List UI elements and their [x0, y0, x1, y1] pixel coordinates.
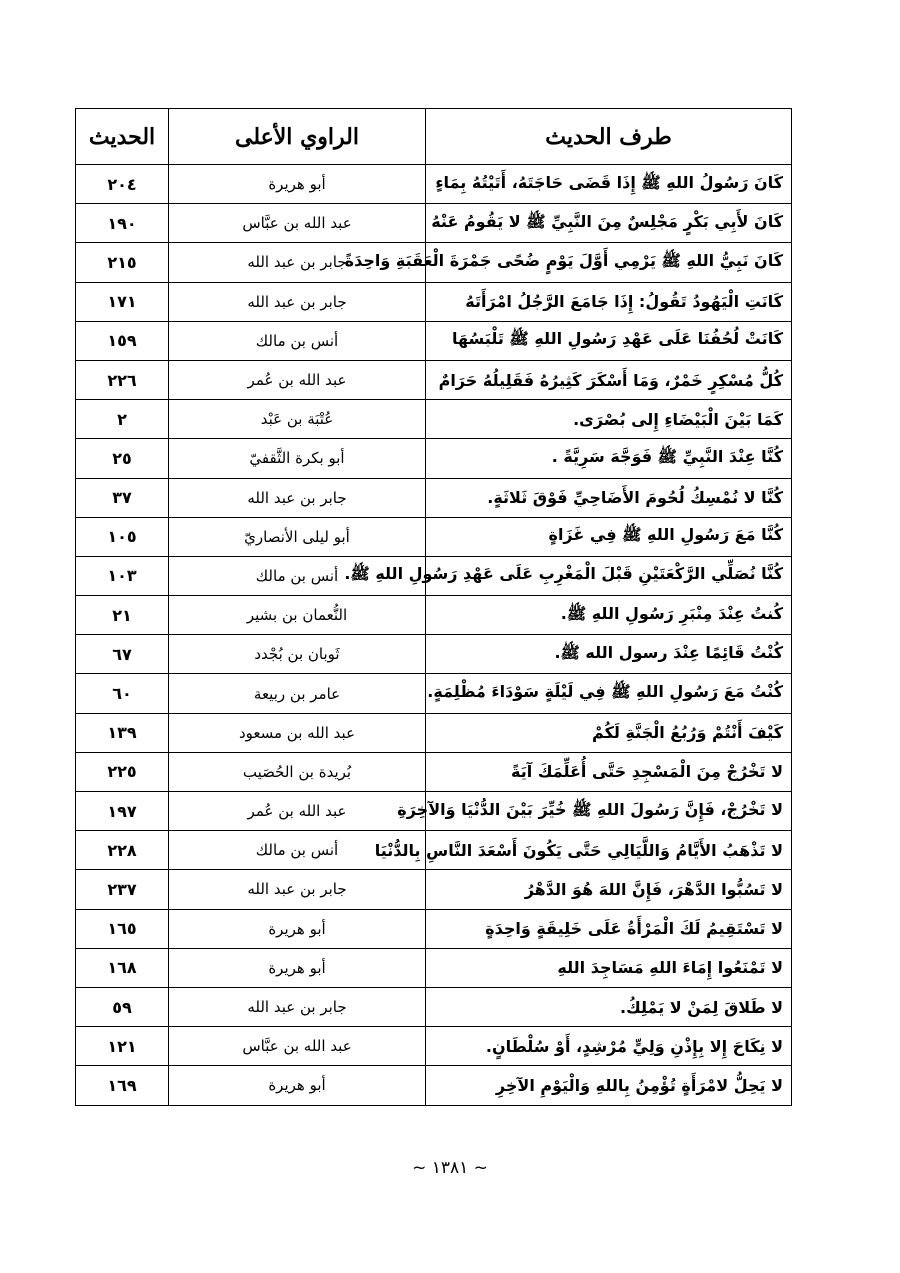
hadith-number-cell: ١٩٧ [76, 792, 169, 831]
hadith-text-cell: لا تَخْرُجْ، فَإِنَّ رَسُولَ اللهِ ﷺ خُيِّرَ بَيْنَ الدُّنْيَا وَالآخِرَةِ [426, 792, 792, 831]
hadith-text-cell: كُنتُ عِنْدَ مِنْبَرِ رَسُولِ اللهِ ﷺ. [426, 596, 792, 635]
table-row [76, 987, 792, 1026]
hadith-number-cell: ١٦٥ [76, 909, 169, 948]
hadith-text-cell: لا يَحِلُّ لامْرَأَةٍ تُؤْمِنُ بِاللهِ وَالْيَوْمِ الآخِرِ [426, 1066, 792, 1105]
table-row [76, 1027, 792, 1066]
hadith-number-cell: ٥٩ [76, 987, 169, 1026]
hadith-number-cell: ٢٢٨ [76, 831, 169, 870]
hadith-text-cell: كَانَتِ الْيَهُودُ تَقُولُ: إِذَا جَامَعَ الرَّجُلُ امْرَأَتَهُ [426, 282, 792, 321]
hadith-number-cell: ٢٢٦ [76, 360, 169, 399]
hadith-number-cell: ٢٠٤ [76, 165, 169, 204]
narrator-cell: جابر بن عبد الله [169, 282, 426, 321]
hadith-number-cell: ١٩٠ [76, 204, 169, 243]
hadith-number-cell: ٢١ [76, 596, 169, 635]
table-row [76, 360, 792, 399]
narrator-cell: أبو هريرة [169, 909, 426, 948]
hadith-text-cell: لا تَسْتَقِيمُ لَكَ الْمَرْأَةُ عَلَى خَلِيقَةٍ وَاحِدَةٍ [426, 909, 792, 948]
hadith-number-cell: ٣٧ [76, 478, 169, 517]
table-row [76, 439, 792, 478]
hadith-index-table [75, 108, 792, 1106]
hadith-number-cell: ٢٣٧ [76, 870, 169, 909]
hadith-number-cell: ١٠٥ [76, 517, 169, 556]
hadith-text-cell: كُنَّا عِنْدَ النَّبِيِّ ﷺ فَوَجَّهَ سَرِيَّةً . [426, 439, 792, 478]
table-row [76, 752, 792, 791]
table-row [76, 517, 792, 556]
hadith-text-cell: كَانَ رَسُولُ اللهِ ﷺ إِذَا قَضَى حَاجَتَهُ، أَتَيْتُهُ بِمَاءٍ [426, 165, 792, 204]
table-row [76, 713, 792, 752]
table-row [76, 165, 792, 204]
narrator-cell: أبو هريرة [169, 1066, 426, 1105]
table-body [76, 165, 792, 1106]
hadith-number-cell: ١٢١ [76, 1027, 169, 1066]
narrator-cell: عبد الله بن عُمر [169, 360, 426, 399]
hadith-number-cell: ١٠٣ [76, 556, 169, 595]
hadith-text-cell: لا نِكَاحَ إِلا بِإِذْنِ وَلِيٍّ مُرْشِدٍ، أَوْ سُلْطَانٍ. [426, 1027, 792, 1066]
hadith-text-cell: لا تَخْرُجْ مِنَ الْمَسْجِدِ حَتَّى أُعَلِّمَكَ آيَةً [426, 752, 792, 791]
hadith-number-cell: ٦٠ [76, 674, 169, 713]
table-row [76, 321, 792, 360]
table-row [76, 870, 792, 909]
narrator-cell: أبو بكرة الثَّقفيّ [169, 439, 426, 478]
narrator-cell: عُتْبَة بن عَبْد [169, 400, 426, 439]
table-row [76, 831, 792, 870]
header-narrator: الراوي الأعلى [169, 109, 426, 165]
narrator-cell: أبو هريرة [169, 165, 426, 204]
narrator-cell: جابر بن عبد الله [169, 870, 426, 909]
table-row [76, 1066, 792, 1105]
table-row [76, 556, 792, 595]
table-row [76, 909, 792, 948]
hadith-number-cell: ٢ [76, 400, 169, 439]
narrator-cell: عامر بن ربيعة [169, 674, 426, 713]
hadith-number-cell: ١٦٩ [76, 1066, 169, 1105]
table-row [76, 204, 792, 243]
narrator-cell: بُريدة بن الحُصَيب [169, 752, 426, 791]
table-header-row [76, 109, 792, 165]
table-row [76, 792, 792, 831]
table-row [76, 400, 792, 439]
narrator-cell: ثَوبان بن بُجْدد [169, 635, 426, 674]
header-hadith: طرف الحديث [426, 109, 792, 165]
narrator-cell: جابر بن عبد الله [169, 478, 426, 517]
table-row [76, 282, 792, 321]
narrator-cell: أنس بن مالك [169, 321, 426, 360]
hadith-text-cell: كُنَّا نُصَلِّي الرَّكْعَتَيْنِ قَبْلَ الْمَغْرِبِ عَلَى عَهْدِ رَسُولِ اللهِ ﷺ. [426, 556, 792, 595]
header-number: الحديث [76, 109, 169, 165]
hadith-text-cell: كُلُّ مُسْكِرٍ خَمْرٌ، وَمَا أَسْكَرَ كَثِيرُهُ فَقَلِيلُهُ حَرَامٌ [426, 360, 792, 399]
hadith-text-cell: كَانَتْ لُحُفُنَا عَلَى عَهْدِ رَسُولِ اللهِ ﷺ تَلْبَسُهَا [426, 321, 792, 360]
hadith-number-cell: ٢٥ [76, 439, 169, 478]
narrator-cell: جابر بن عبد الله [169, 987, 426, 1026]
hadith-text-cell: كُنْتُ مَعَ رَسُولِ اللهِ ﷺ فِي لَيْلَةٍ سَوْدَاءَ مُظْلِمَةٍ. [426, 674, 792, 713]
hadith-text-cell: كُنَّا لا نُمْسِكُ لُحُومَ الأَضَاحِيِّ فَوْقَ ثَلاثَةٍ. [426, 478, 792, 517]
hadith-text-cell: لا تَسُبُّوا الدَّهْرَ، فَإِنَّ اللهَ هُوَ الدَّهْرُ [426, 870, 792, 909]
hadith-text-cell: كَمَا بَيْنَ الْبَيْضَاءِ إِلى بُصْرَى. [426, 400, 792, 439]
table-row [76, 635, 792, 674]
table-row [76, 596, 792, 635]
narrator-cell: عبد الله بن عبَّاس [169, 204, 426, 243]
narrator-cell: أنس بن مالك [169, 556, 426, 595]
narrator-cell: أنس بن مالك [169, 831, 426, 870]
hadith-text-cell: كَانَ لأَبِي بَكْرٍ مَجْلِسٌ مِنَ النَّبِيِّ ﷺ لا يَقُومُ عَنْهُ [426, 204, 792, 243]
hadith-text-cell: لا تَذْهَبُ الأَيَّامُ وَاللَّيَالِي حَتَّى يَكُونَ أَسْعَدَ النَّاسِ بِالدُّنْيَا [426, 831, 792, 870]
narrator-cell: عبد الله بن عُمر [169, 792, 426, 831]
hadith-number-cell: ٦٧ [76, 635, 169, 674]
hadith-text-cell: كَيْفَ أَنْتُمْ وَرُبُعُ الْجَنَّةِ لَكُمْ [426, 713, 792, 752]
hadith-number-cell: ١٦٨ [76, 948, 169, 987]
hadith-number-cell: ٢٢٥ [76, 752, 169, 791]
page-number: ~ ١٣٨١ ~ [412, 1158, 488, 1178]
hadith-text-cell: كُنْتُ قَائِمًا عِنْدَ رسول الله ﷺ. [426, 635, 792, 674]
narrator-cell: عبد الله بن مسعود [169, 713, 426, 752]
table-row [76, 948, 792, 987]
hadith-text-cell: لا تَمْنَعُوا إِمَاءَ اللهِ مَسَاجِدَ اللهِ [426, 948, 792, 987]
table-row [76, 243, 792, 282]
table-row [76, 478, 792, 517]
hadith-text-cell: كَانَ نَبِيُّ اللهِ ﷺ يَرْمِي أَوَّلَ يَوْمٍ ضُحًى جَمْرَةَ الْعَقَبَةِ وَاحِدَةً [426, 243, 792, 282]
hadith-number-cell: ١٥٩ [76, 321, 169, 360]
narrator-cell: عبد الله بن عبَّاس [169, 1027, 426, 1066]
hadith-text-cell: لا طَلاقَ لِمَنْ لا يَمْلِكُ. [426, 987, 792, 1026]
narrator-cell: جابر بن عبد الله [169, 243, 426, 282]
hadith-text-cell: كُنَّا مَعَ رَسُولِ اللهِ ﷺ فِي غَزَاةٍ [426, 517, 792, 556]
narrator-cell: النُّعمان بن بشير [169, 596, 426, 635]
table-row [76, 674, 792, 713]
narrator-cell: أبو ليلى الأنصاريّ [169, 517, 426, 556]
hadith-number-cell: ٢١٥ [76, 243, 169, 282]
narrator-cell: أبو هريرة [169, 948, 426, 987]
hadith-number-cell: ١٣٩ [76, 713, 169, 752]
hadith-number-cell: ١٧١ [76, 282, 169, 321]
